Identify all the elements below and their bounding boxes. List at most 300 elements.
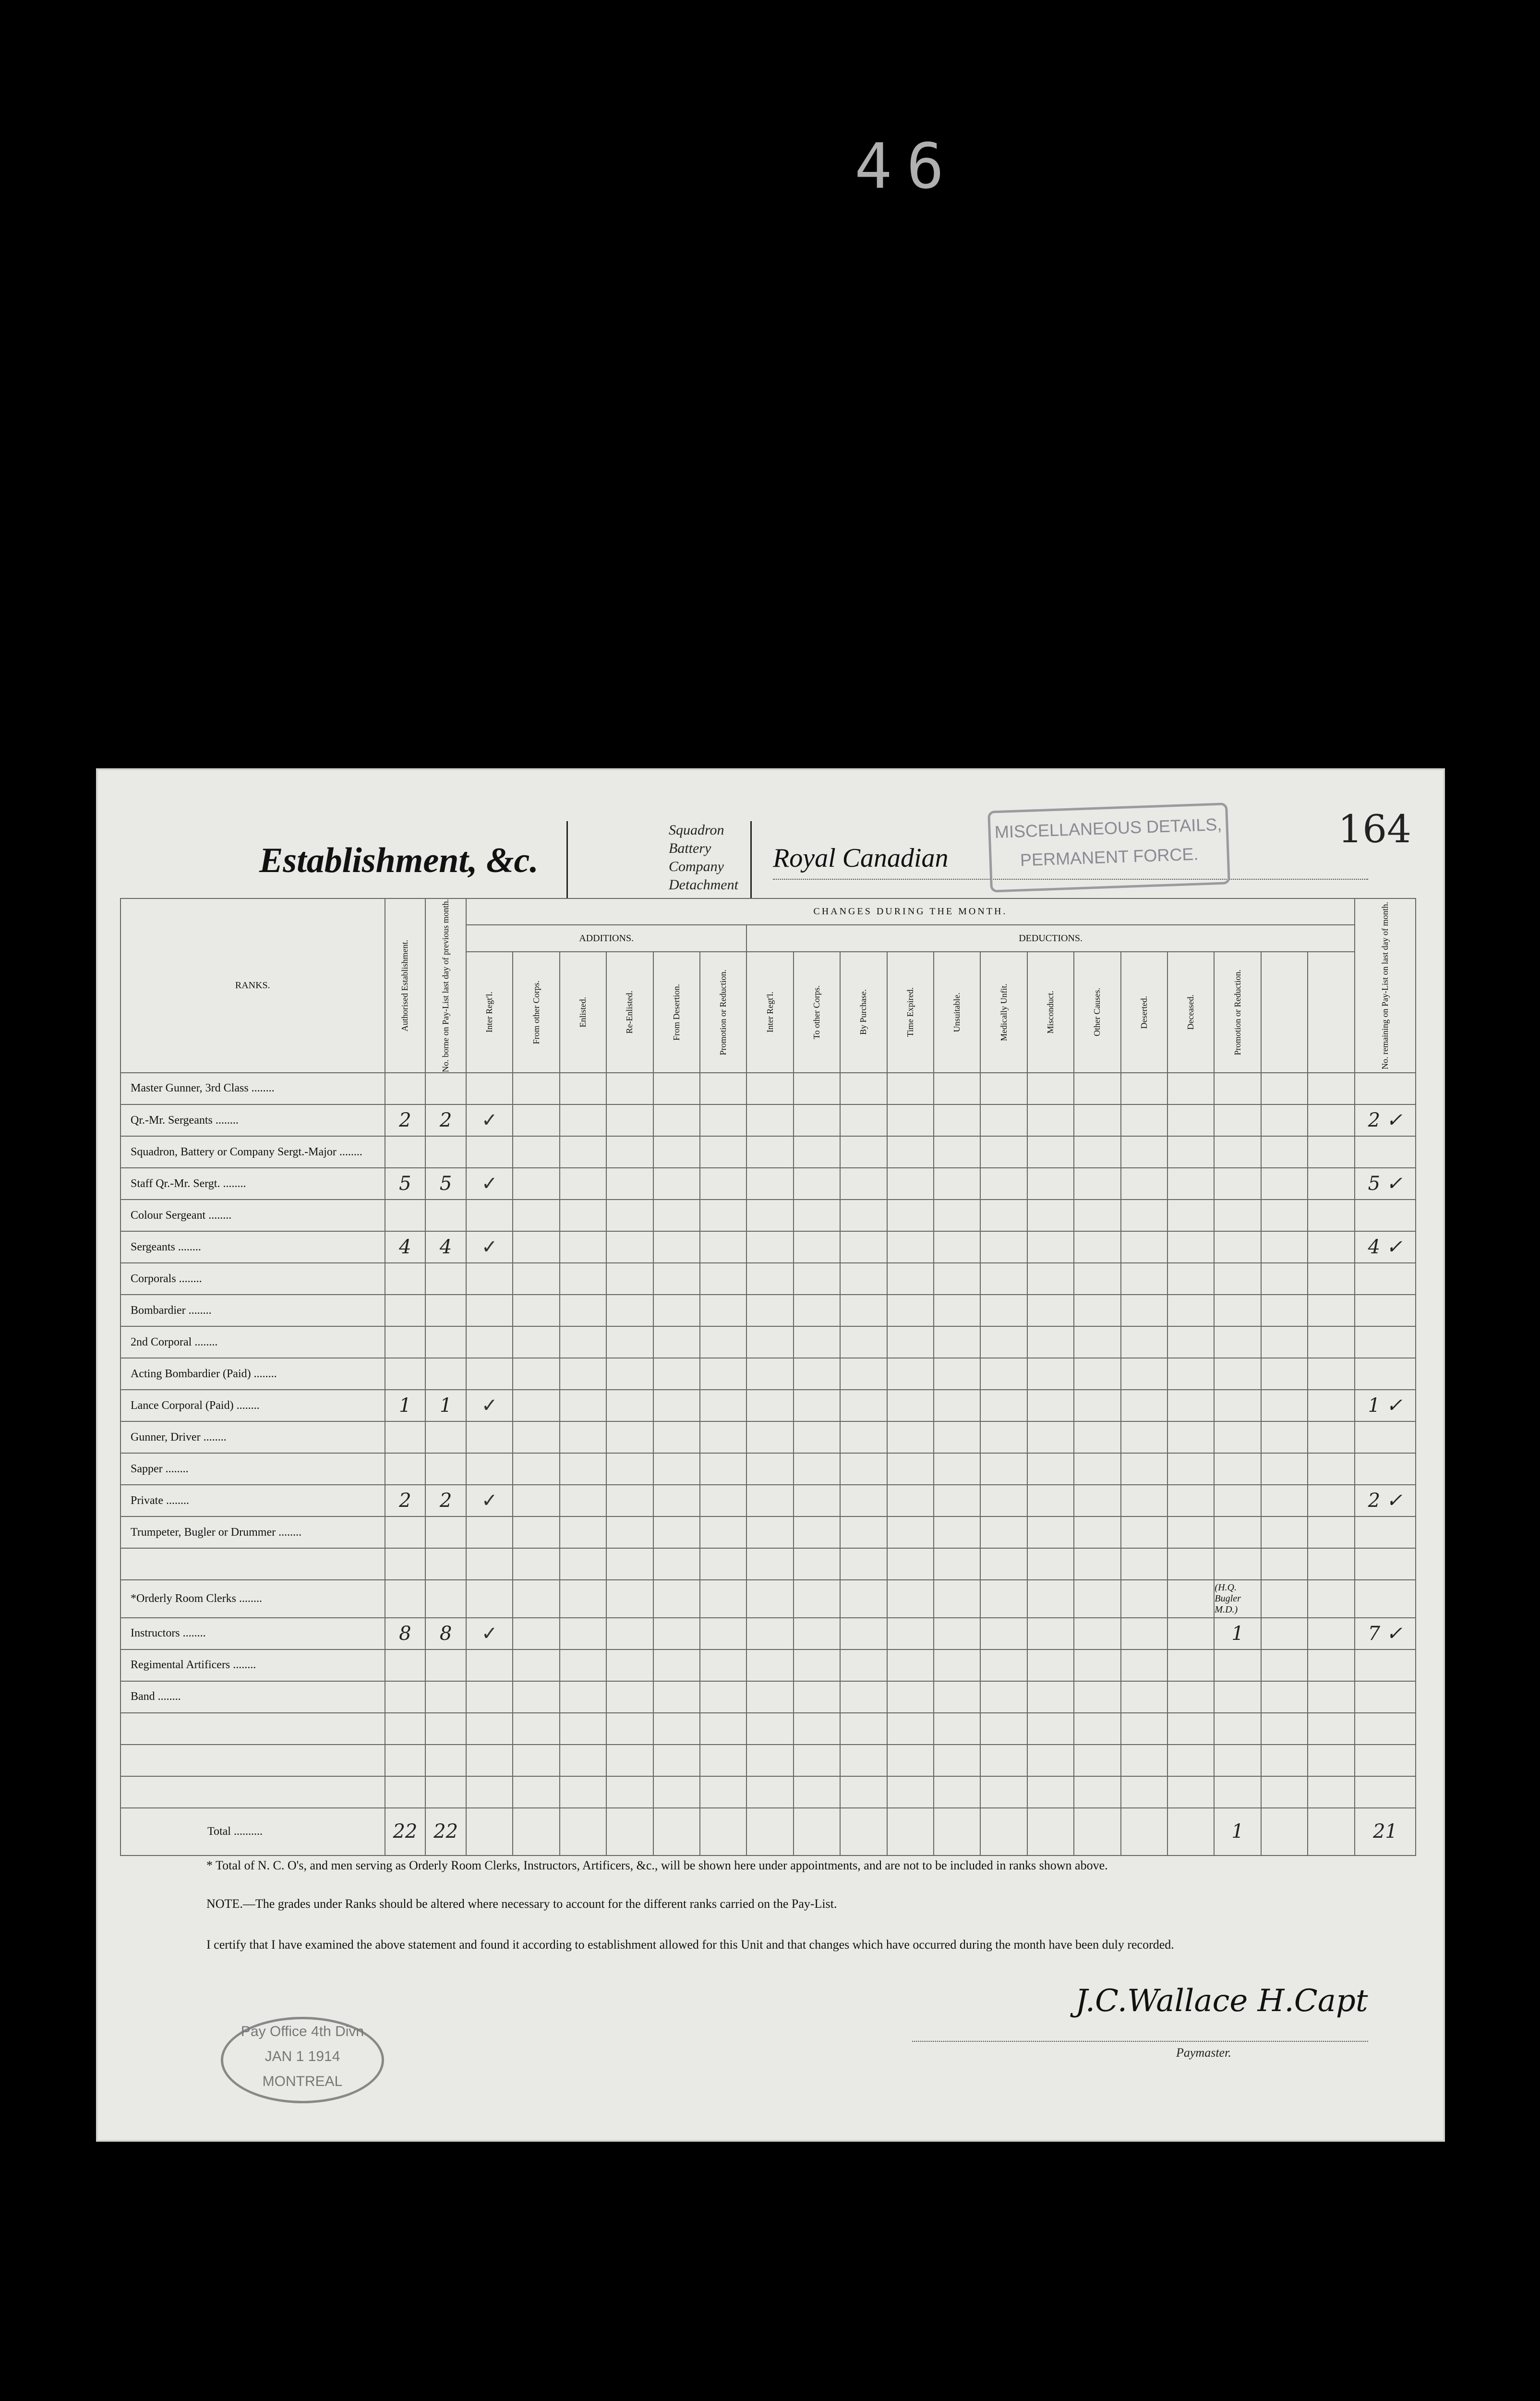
unit-type: Detachment bbox=[669, 877, 738, 893]
change-cell bbox=[1027, 1326, 1074, 1358]
change-cell bbox=[840, 1516, 887, 1548]
authorised-value: 2 bbox=[385, 1485, 426, 1516]
change-cell bbox=[513, 1390, 559, 1421]
total-borne: 22 bbox=[425, 1808, 466, 1855]
change-cell bbox=[980, 1649, 1027, 1681]
deduction-column-header: Medically Unfit. bbox=[980, 952, 1027, 1073]
total-change-cell bbox=[700, 1808, 746, 1855]
change-cell bbox=[1167, 1104, 1214, 1136]
table-row bbox=[120, 1231, 1416, 1263]
authorised-header: Authorised Establishment. bbox=[385, 898, 426, 1073]
authorised-value bbox=[385, 1580, 426, 1617]
change-cell bbox=[653, 1618, 700, 1649]
authorised-value bbox=[385, 1295, 426, 1326]
change-cell bbox=[700, 1168, 746, 1200]
change-cell bbox=[794, 1326, 840, 1358]
change-cell bbox=[1261, 1713, 1308, 1745]
table-row bbox=[120, 1073, 1416, 1104]
change-cell bbox=[700, 1421, 746, 1453]
change-cell bbox=[1121, 1390, 1167, 1421]
change-cell bbox=[1167, 1263, 1214, 1295]
change-cell bbox=[934, 1453, 980, 1485]
rank-label bbox=[120, 1776, 385, 1808]
change-cell bbox=[653, 1263, 700, 1295]
total-row bbox=[120, 1808, 1416, 1855]
footnote-star: * Total of N. C. O's, and men serving as Orderly Room Clerks, Instructors, Artificers, &c., will be shown here under appointments, and are not to be included in ranks shown above. bbox=[206, 1858, 1108, 1872]
change-cell bbox=[1308, 1548, 1355, 1580]
change-cell bbox=[513, 1073, 559, 1104]
rank-label: Regimental Artificers ........ bbox=[120, 1649, 385, 1681]
change-cell bbox=[1074, 1548, 1120, 1580]
change-cell bbox=[934, 1231, 980, 1263]
change-cell: (H.Q. Bugler M.D.) bbox=[1214, 1580, 1261, 1617]
change-cell bbox=[1167, 1295, 1214, 1326]
change-cell bbox=[653, 1358, 700, 1390]
change-cell bbox=[513, 1516, 559, 1548]
change-cell bbox=[560, 1168, 606, 1200]
change-cell bbox=[606, 1231, 653, 1263]
change-cell bbox=[746, 1263, 793, 1295]
change-cell bbox=[934, 1295, 980, 1326]
change-cell bbox=[700, 1649, 746, 1681]
change-cell bbox=[560, 1358, 606, 1390]
change-cell bbox=[934, 1073, 980, 1104]
change-cell bbox=[1027, 1580, 1074, 1617]
authorised-value bbox=[385, 1263, 426, 1295]
change-cell bbox=[746, 1548, 793, 1580]
change-cell bbox=[1121, 1136, 1167, 1168]
change-cell bbox=[980, 1776, 1027, 1808]
total-change-cell bbox=[560, 1808, 606, 1855]
change-cell bbox=[653, 1713, 700, 1745]
change-cell bbox=[980, 1516, 1027, 1548]
authorised-value bbox=[385, 1136, 426, 1168]
change-cell bbox=[840, 1200, 887, 1231]
change-cell bbox=[1261, 1358, 1308, 1390]
change-cell bbox=[794, 1776, 840, 1808]
change-cell bbox=[560, 1485, 606, 1516]
change-cell bbox=[1261, 1453, 1308, 1485]
borne-value bbox=[425, 1358, 466, 1390]
change-cell bbox=[840, 1618, 887, 1649]
table-row bbox=[120, 1618, 1416, 1649]
change-cell bbox=[560, 1231, 606, 1263]
change-cell bbox=[980, 1618, 1027, 1649]
remaining-value bbox=[1355, 1453, 1416, 1485]
authorised-value: 2 bbox=[385, 1104, 426, 1136]
change-cell bbox=[934, 1136, 980, 1168]
change-cell bbox=[1308, 1453, 1355, 1485]
change-cell bbox=[1027, 1649, 1074, 1681]
change-cell bbox=[513, 1649, 559, 1681]
change-cell bbox=[560, 1516, 606, 1548]
change-cell bbox=[1214, 1649, 1261, 1681]
change-cell bbox=[1121, 1776, 1167, 1808]
change-cell bbox=[466, 1681, 513, 1713]
change-cell bbox=[700, 1326, 746, 1358]
page-number: 164 bbox=[1338, 807, 1411, 851]
change-cell bbox=[1214, 1421, 1261, 1453]
change-cell bbox=[1308, 1231, 1355, 1263]
authorised-value bbox=[385, 1073, 426, 1104]
table-row bbox=[120, 1104, 1416, 1136]
total-authorised: 22 bbox=[385, 1808, 426, 1855]
deductions-header: DEDUCTIONS. bbox=[746, 925, 1355, 951]
change-cell bbox=[746, 1580, 793, 1617]
change-cell bbox=[466, 1421, 513, 1453]
change-cell bbox=[1261, 1745, 1308, 1776]
change-cell bbox=[934, 1326, 980, 1358]
change-cell bbox=[560, 1580, 606, 1617]
change-cell bbox=[980, 1231, 1027, 1263]
change-cell bbox=[1121, 1516, 1167, 1548]
change-cell bbox=[840, 1295, 887, 1326]
change-cell bbox=[887, 1200, 934, 1231]
change-cell bbox=[934, 1421, 980, 1453]
change-cell bbox=[746, 1136, 793, 1168]
total-change-cell bbox=[794, 1808, 840, 1855]
change-cell bbox=[513, 1136, 559, 1168]
change-cell bbox=[1074, 1516, 1120, 1548]
change-cell bbox=[887, 1358, 934, 1390]
remaining-value bbox=[1355, 1580, 1416, 1617]
change-cell bbox=[746, 1358, 793, 1390]
change-cell bbox=[1308, 1776, 1355, 1808]
change-cell bbox=[560, 1745, 606, 1776]
authorised-value bbox=[385, 1548, 426, 1580]
change-cell bbox=[840, 1776, 887, 1808]
change-cell bbox=[1121, 1295, 1167, 1326]
total-change-cell bbox=[466, 1808, 513, 1855]
footnote-note: NOTE.—The grades under Ranks should be altered where necessary to account for the different ranks carried on the Pay-List. bbox=[206, 1897, 837, 1911]
change-cell bbox=[794, 1168, 840, 1200]
change-cell bbox=[980, 1326, 1027, 1358]
change-cell bbox=[513, 1231, 559, 1263]
change-cell bbox=[840, 1745, 887, 1776]
remaining-value bbox=[1355, 1263, 1416, 1295]
change-cell bbox=[1167, 1453, 1214, 1485]
change-cell bbox=[1121, 1618, 1167, 1649]
change-cell bbox=[1121, 1326, 1167, 1358]
rank-label: Instructors ........ bbox=[120, 1618, 385, 1649]
change-cell bbox=[1027, 1713, 1074, 1745]
addition-column-header: Inter Regt'l. bbox=[466, 952, 513, 1073]
change-cell bbox=[1261, 1231, 1308, 1263]
change-cell bbox=[1261, 1516, 1308, 1548]
change-cell bbox=[980, 1548, 1027, 1580]
table-row bbox=[120, 1263, 1416, 1295]
total-change-cell bbox=[934, 1808, 980, 1855]
change-cell bbox=[1121, 1681, 1167, 1713]
deduction-column-header: To other Corps. bbox=[794, 952, 840, 1073]
authorised-value bbox=[385, 1516, 426, 1548]
changes-header: CHANGES DURING THE MONTH. bbox=[466, 898, 1355, 925]
rank-label: Sergeants ........ bbox=[120, 1231, 385, 1263]
change-cell bbox=[1074, 1295, 1120, 1326]
change-cell bbox=[840, 1326, 887, 1358]
change-cell bbox=[1167, 1548, 1214, 1580]
remaining-value bbox=[1355, 1136, 1416, 1168]
change-cell bbox=[1074, 1390, 1120, 1421]
change-cell bbox=[653, 1326, 700, 1358]
remaining-value bbox=[1355, 1516, 1416, 1548]
addition-column-header: From other Corps. bbox=[513, 952, 559, 1073]
change-cell bbox=[1027, 1681, 1074, 1713]
total-remaining: 21 bbox=[1355, 1808, 1416, 1855]
deduction-column-header: By Purchase. bbox=[840, 952, 887, 1073]
change-cell bbox=[980, 1745, 1027, 1776]
change-cell bbox=[653, 1776, 700, 1808]
remaining-value bbox=[1355, 1073, 1416, 1104]
change-cell bbox=[840, 1453, 887, 1485]
change-cell bbox=[887, 1168, 934, 1200]
table-row bbox=[120, 1516, 1416, 1548]
change-cell bbox=[794, 1453, 840, 1485]
borne-value bbox=[425, 1713, 466, 1745]
rank-label: Gunner, Driver ........ bbox=[120, 1421, 385, 1453]
change-cell bbox=[1214, 1326, 1261, 1358]
change-cell bbox=[1121, 1200, 1167, 1231]
change-cell bbox=[1121, 1073, 1167, 1104]
change-cell bbox=[840, 1421, 887, 1453]
authorised-value bbox=[385, 1421, 426, 1453]
change-cell bbox=[466, 1453, 513, 1485]
remaining-value bbox=[1355, 1326, 1416, 1358]
change-cell bbox=[1027, 1390, 1074, 1421]
change-cell bbox=[560, 1713, 606, 1745]
table-row bbox=[120, 1390, 1416, 1421]
change-cell bbox=[1074, 1200, 1120, 1231]
change-cell bbox=[653, 1421, 700, 1453]
remaining-value bbox=[1355, 1776, 1416, 1808]
change-cell bbox=[980, 1713, 1027, 1745]
change-cell bbox=[1027, 1073, 1074, 1104]
change-cell bbox=[1308, 1649, 1355, 1681]
change-cell bbox=[700, 1776, 746, 1808]
table-row bbox=[120, 1485, 1416, 1516]
change-cell bbox=[606, 1263, 653, 1295]
change-cell bbox=[560, 1421, 606, 1453]
certification: I certify that I have examined the above statement and found it according to establishment allowed for this Unit and that changes which have occurred during the month have been duly recorded. bbox=[206, 1938, 1174, 1952]
borne-value bbox=[425, 1516, 466, 1548]
change-cell bbox=[1027, 1358, 1074, 1390]
change-cell bbox=[1214, 1548, 1261, 1580]
change-cell bbox=[1308, 1200, 1355, 1231]
remaining-value bbox=[1355, 1745, 1416, 1776]
change-cell bbox=[1074, 1104, 1120, 1136]
rank-label: Bombardier ........ bbox=[120, 1295, 385, 1326]
change-cell bbox=[1261, 1168, 1308, 1200]
change-cell bbox=[1167, 1485, 1214, 1516]
change-cell bbox=[794, 1136, 840, 1168]
change-cell bbox=[934, 1618, 980, 1649]
change-cell bbox=[513, 1485, 559, 1516]
unit-type: Company bbox=[669, 859, 724, 874]
change-cell bbox=[1121, 1713, 1167, 1745]
change-cell bbox=[934, 1485, 980, 1516]
change-cell bbox=[700, 1453, 746, 1485]
change-cell bbox=[1261, 1326, 1308, 1358]
change-cell bbox=[1121, 1231, 1167, 1263]
change-cell bbox=[1074, 1231, 1120, 1263]
change-cell bbox=[840, 1713, 887, 1745]
change-cell bbox=[560, 1136, 606, 1168]
change-cell bbox=[794, 1580, 840, 1617]
change-cell bbox=[1308, 1326, 1355, 1358]
pay-sheet bbox=[96, 768, 1445, 2142]
total-change-cell bbox=[840, 1808, 887, 1855]
change-cell bbox=[466, 1326, 513, 1358]
change-cell bbox=[840, 1358, 887, 1390]
change-cell bbox=[934, 1263, 980, 1295]
change-cell bbox=[840, 1073, 887, 1104]
change-cell bbox=[606, 1200, 653, 1231]
change-cell bbox=[1027, 1618, 1074, 1649]
change-cell bbox=[1121, 1548, 1167, 1580]
change-cell bbox=[1121, 1104, 1167, 1136]
total-label: Total .......... bbox=[120, 1808, 385, 1855]
change-cell bbox=[980, 1104, 1027, 1136]
change-cell bbox=[980, 1485, 1027, 1516]
deduction-column-header: Deceased. bbox=[1167, 952, 1214, 1073]
change-cell: ✓ bbox=[466, 1168, 513, 1200]
change-cell bbox=[794, 1516, 840, 1548]
change-cell bbox=[606, 1649, 653, 1681]
borne-value bbox=[425, 1295, 466, 1326]
table-row bbox=[120, 1200, 1416, 1231]
change-cell bbox=[934, 1548, 980, 1580]
change-cell bbox=[466, 1295, 513, 1326]
change-cell bbox=[840, 1136, 887, 1168]
change-cell bbox=[934, 1200, 980, 1231]
unit-name: Royal Canadian bbox=[773, 843, 949, 873]
change-cell bbox=[1027, 1776, 1074, 1808]
change-cell bbox=[1308, 1618, 1355, 1649]
change-cell bbox=[794, 1104, 840, 1136]
change-cell bbox=[887, 1485, 934, 1516]
change-cell bbox=[606, 1580, 653, 1617]
change-cell bbox=[1027, 1453, 1074, 1485]
change-cell bbox=[1261, 1295, 1308, 1326]
change-cell: ✓ bbox=[466, 1104, 513, 1136]
change-cell bbox=[887, 1776, 934, 1808]
change-cell bbox=[887, 1649, 934, 1681]
change-cell bbox=[887, 1295, 934, 1326]
deduction-column-header: Other Causes. bbox=[1074, 952, 1120, 1073]
change-cell bbox=[513, 1713, 559, 1745]
change-cell bbox=[1261, 1390, 1308, 1421]
change-cell bbox=[1214, 1263, 1261, 1295]
table-row bbox=[120, 1136, 1416, 1168]
change-cell bbox=[1121, 1580, 1167, 1617]
table-row bbox=[120, 1745, 1416, 1776]
change-cell bbox=[653, 1681, 700, 1713]
change-cell bbox=[1261, 1421, 1308, 1453]
addition-column-header: Promotion or Reduction. bbox=[700, 952, 746, 1073]
change-cell: ✓ bbox=[466, 1618, 513, 1649]
borne-value bbox=[425, 1421, 466, 1453]
change-cell bbox=[1074, 1618, 1120, 1649]
change-cell bbox=[1167, 1231, 1214, 1263]
change-cell bbox=[700, 1104, 746, 1136]
change-cell bbox=[1121, 1358, 1167, 1390]
change-cell bbox=[1308, 1485, 1355, 1516]
authorised-value bbox=[385, 1453, 426, 1485]
total-change-cell bbox=[1074, 1808, 1120, 1855]
change-cell bbox=[606, 1548, 653, 1580]
change-cell bbox=[513, 1200, 559, 1231]
change-cell bbox=[1027, 1136, 1074, 1168]
change-cell bbox=[1074, 1745, 1120, 1776]
borne-value bbox=[425, 1681, 466, 1713]
change-cell bbox=[1214, 1358, 1261, 1390]
change-cell bbox=[1167, 1713, 1214, 1745]
change-cell bbox=[560, 1263, 606, 1295]
change-cell bbox=[1214, 1295, 1261, 1326]
change-cell bbox=[653, 1516, 700, 1548]
rank-label: Private ........ bbox=[120, 1485, 385, 1516]
change-cell bbox=[1027, 1516, 1074, 1548]
rank-label: Lance Corporal (Paid) ........ bbox=[120, 1390, 385, 1421]
change-cell bbox=[466, 1713, 513, 1745]
change-cell bbox=[887, 1580, 934, 1617]
change-cell bbox=[887, 1326, 934, 1358]
change-cell bbox=[560, 1681, 606, 1713]
table-row bbox=[120, 1358, 1416, 1390]
paymaster-label: Paymaster. bbox=[1176, 2046, 1231, 2060]
change-cell bbox=[1261, 1580, 1308, 1617]
table-row bbox=[120, 1776, 1416, 1808]
change-cell bbox=[513, 1776, 559, 1808]
change-cell bbox=[887, 1681, 934, 1713]
table-row bbox=[120, 1168, 1416, 1200]
change-cell bbox=[746, 1073, 793, 1104]
borne-value: 1 bbox=[425, 1390, 466, 1421]
change-cell bbox=[794, 1548, 840, 1580]
change-cell bbox=[1214, 1745, 1261, 1776]
change-cell bbox=[513, 1681, 559, 1713]
change-cell bbox=[980, 1580, 1027, 1617]
change-cell bbox=[653, 1745, 700, 1776]
change-cell bbox=[794, 1358, 840, 1390]
change-cell bbox=[700, 1295, 746, 1326]
change-cell bbox=[606, 1713, 653, 1745]
postmark: Pay Office 4th Divn JAN 1 1914 MONTREAL bbox=[221, 2017, 384, 2103]
unit-type-list bbox=[566, 821, 752, 898]
change-cell bbox=[794, 1745, 840, 1776]
change-cell bbox=[840, 1681, 887, 1713]
change-cell bbox=[700, 1580, 746, 1617]
change-cell bbox=[560, 1618, 606, 1649]
change-cell bbox=[1261, 1200, 1308, 1231]
change-cell bbox=[466, 1580, 513, 1617]
total-change-cell bbox=[1027, 1808, 1074, 1855]
change-cell bbox=[560, 1295, 606, 1326]
change-cell bbox=[560, 1073, 606, 1104]
change-cell bbox=[1074, 1681, 1120, 1713]
authorised-value: 4 bbox=[385, 1231, 426, 1263]
change-cell bbox=[1167, 1580, 1214, 1617]
table-row bbox=[120, 1295, 1416, 1326]
change-cell bbox=[746, 1618, 793, 1649]
remaining-value: 5 ✓ bbox=[1355, 1168, 1416, 1200]
signature-line bbox=[912, 2041, 1368, 2042]
rank-label: 2nd Corporal ........ bbox=[120, 1326, 385, 1358]
change-cell bbox=[653, 1168, 700, 1200]
change-cell bbox=[1167, 1421, 1214, 1453]
establishment-table bbox=[120, 898, 1416, 1843]
total-change-cell: 1 bbox=[1214, 1808, 1261, 1855]
